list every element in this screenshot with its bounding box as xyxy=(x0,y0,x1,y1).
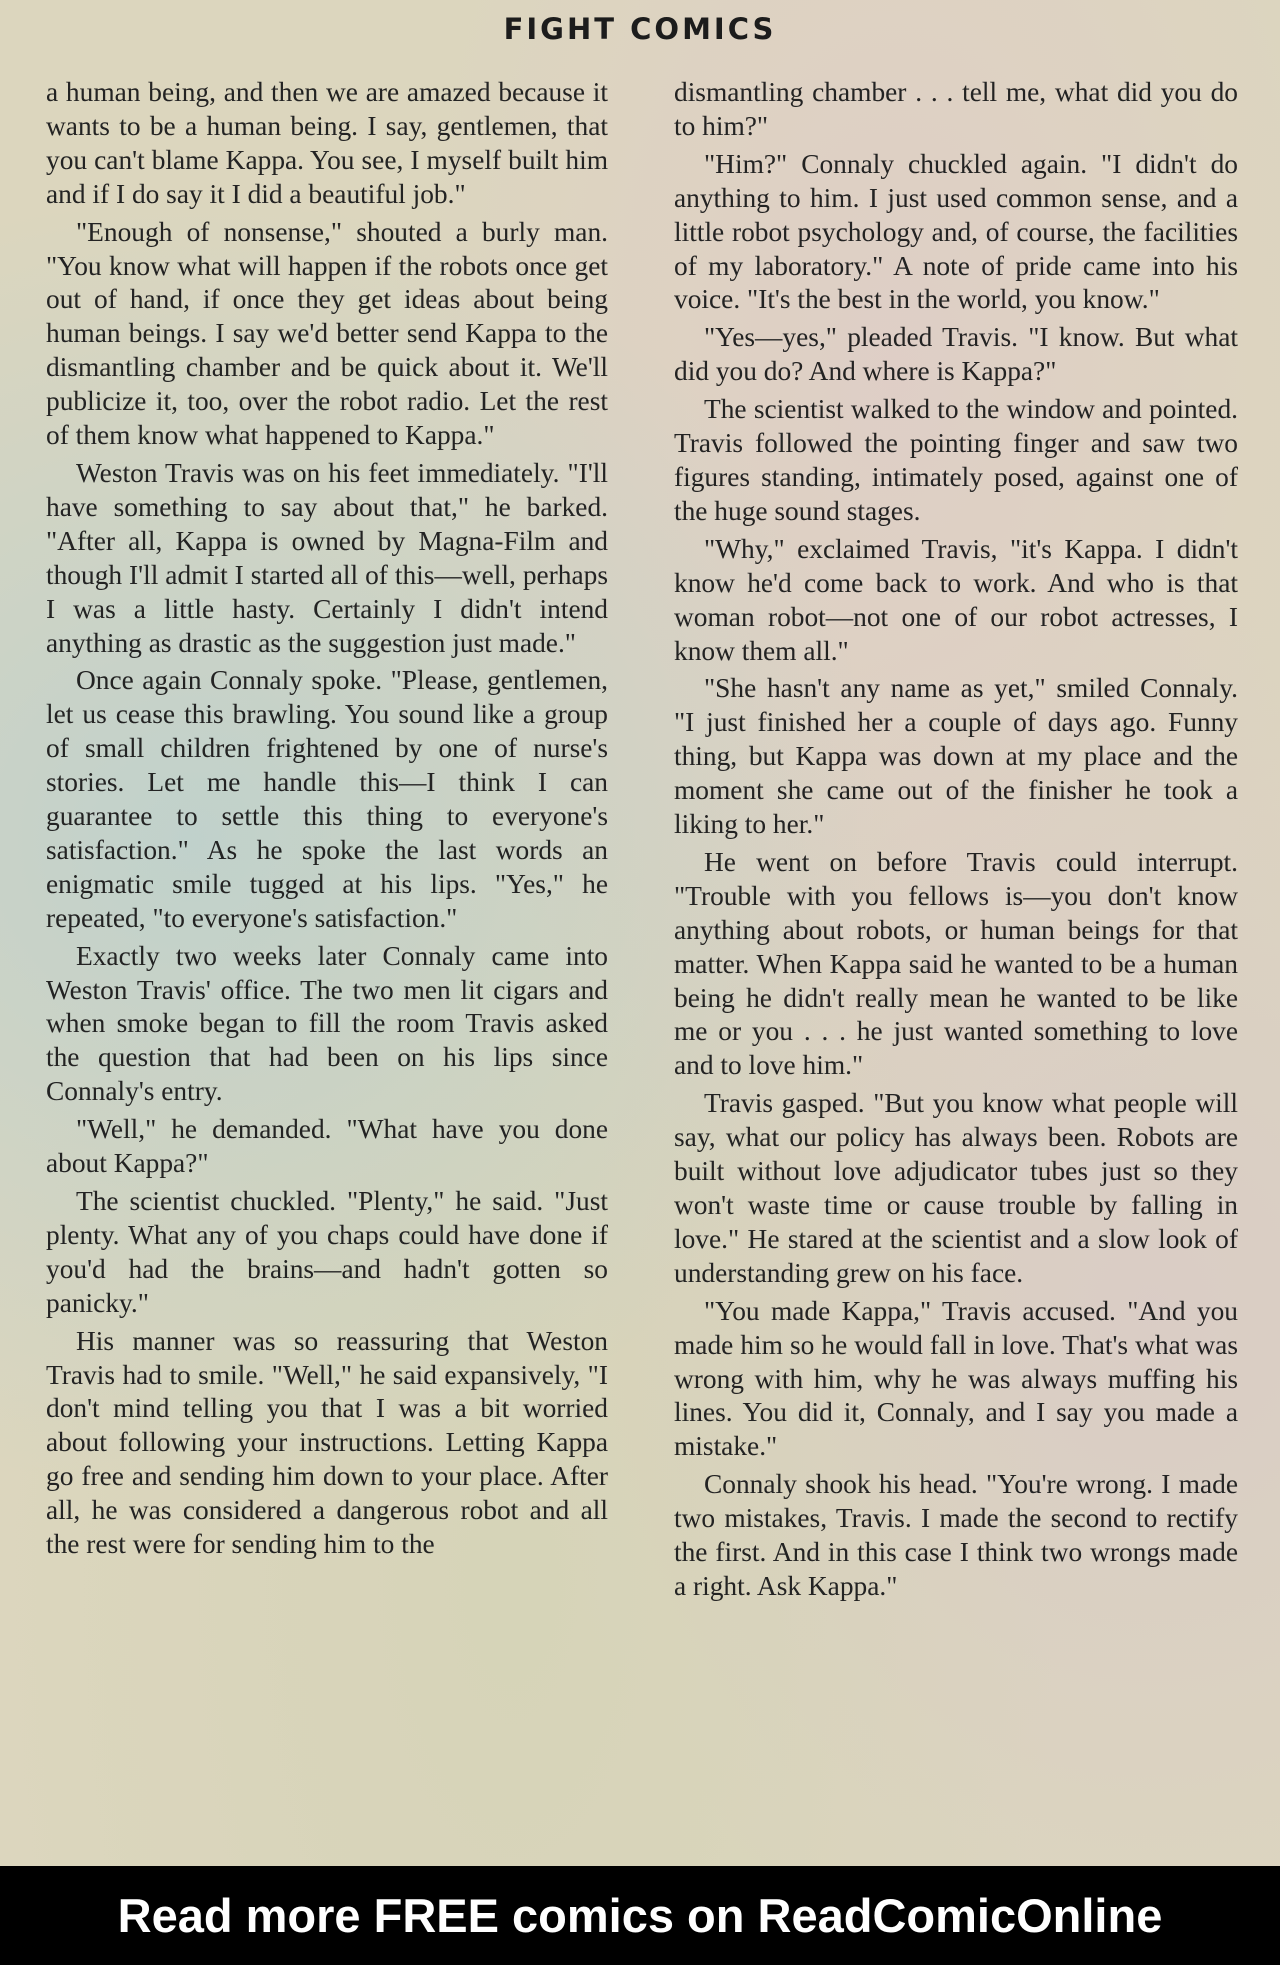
paragraph: Once again Connaly spoke. "Please, gentlemen, let us cease this brawling. You sound like a group of small children frightened by one of nurse's stories. Let me handle this—I think I can guarantee to settle this thing to everyone's satisfaction." As he spoke the last words an enigmatic smile tugged at his lips. "Yes," he repeated, "to everyone's satisfaction." xyxy=(46,665,608,933)
paragraph: Travis gasped. "But you know what people will say, what our policy has always been. Robots are built without love adjudicator tubes just so they won't waste time or cause trouble by falling in love." He stared at the scientist and a slow look of understanding grew on his face. xyxy=(674,1088,1238,1288)
paragraph: "Why," exclaimed Travis, "it's Kappa. I didn't know he'd come back to work. And who is that woman robot—not one of our robot actresses, I know them all." xyxy=(674,533,1238,666)
paragraph: The scientist walked to the window and pointed. Travis followed the pointing finger and saw two figures standing, intimately posed, against one of the huge sound stages. xyxy=(674,394,1238,526)
paragraph: "You made Kappa," Travis accused. "And you made him so he would fall in love. That's what was wrong with him, why he was always muffing his lines. You did it, Connaly, and I say you made a mistake." xyxy=(674,1295,1238,1462)
paragraph: Connaly shook his head. "You're wrong. I made two mistakes, Travis. I made the second to rectify the first. And in this case I think two wrongs made a right. Ask Kappa." xyxy=(674,1469,1238,1601)
paragraph: "She hasn't any name as yet," smiled Connaly. "I just finished her a couple of days ago. Funny thing, but Kappa was down at my place and the moment she came out of the finisher he took a liking to her." xyxy=(674,673,1238,840)
paragraph: The scientist chuckled. "Plenty," he said. "Just plenty. What any of you chaps could have done if you'd had the brains—and hadn't gotten so panicky." xyxy=(46,1186,608,1318)
paragraph: "Enough of nonsense," shouted a burly man. "You know what will happen if the robots once get out of hand, if once they get ideas about being human beings. I say we'd better send Kappa to the dismantling chamber and be quick about it. We'll publicize it, too, over the robot radio. Let the rest of them know what happened to Kappa." xyxy=(46,216,608,451)
paragraph: "Yes—yes," pleaded Travis. "I know. But what did you do? And where is Kappa?" xyxy=(674,322,1238,387)
left-text-column xyxy=(46,76,608,1566)
paragraph: He went on before Travis could interrupt. "Trouble with you fellows is—you don't know anything about robots, or human beings for that matter. When Kappa said he wanted to be a human being he didn't really mean he wanted to be like me or you . . . he just wanted something to love and to love him." xyxy=(674,846,1238,1081)
paragraph: a human being, and then we are amazed because it wants to be a human being. I say, gentlemen, that you can't blame Kappa. You see, I myself built him and if I do say it I did a beautiful job." xyxy=(46,77,608,209)
paragraph: Exactly two weeks later Connaly came into Weston Travis' office. The two men lit cigars and when smoke began to fill the room Travis asked the question that had been on his lips since Connaly's entry. xyxy=(46,940,608,1107)
page-header-title: FIGHT COMICS xyxy=(503,12,777,46)
promo-banner-text[interactable]: Read more FREE comics on ReadComicOnline xyxy=(117,1889,1163,1942)
paragraph: dismantling chamber . . . tell me, what did you do to him?" xyxy=(674,77,1238,141)
right-text-column xyxy=(674,76,1238,1608)
paragraph: "Him?" Connaly chuckled again. "I didn't do anything to him. I just used common sense, and a little robot psychology and, of course, the facilities of my laboratory." A note of pride came into his voice. "It's the best in the world, you know." xyxy=(674,148,1238,315)
paragraph: Weston Travis was on his feet immediately. "I'll have something to say about that," he barked. "After all, Kappa is owned by Magna-Film and though I'll admit I started all of this—well, perhaps I was a little hasty. Certainly I didn't intend anything as drastic as the suggestion just made." xyxy=(46,457,608,658)
paragraph: "Well," he demanded. "What have you done about Kappa?" xyxy=(46,1114,608,1179)
promo-banner[interactable] xyxy=(0,1866,1280,1965)
paragraph: His manner was so reassuring that Weston Travis had to smile. "Well," he said expansively, "I don't mind telling you that I was a bit worried about following your instructions. Letting Kappa go free and sending him down to your place. After all, he was considered a dangerous robot and all the rest were for sending him to the xyxy=(46,1325,608,1560)
